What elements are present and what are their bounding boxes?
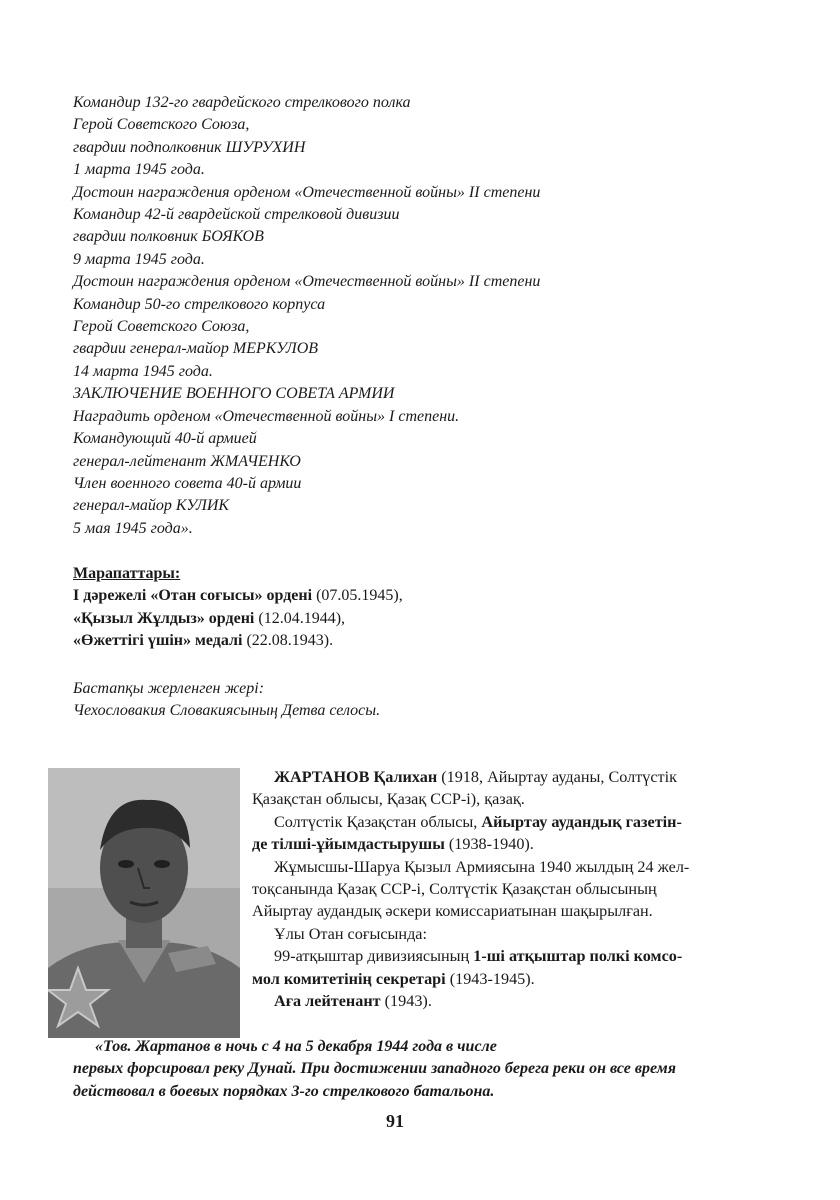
bio-bold-text: де тілші-ұйымдастырушы — [252, 835, 445, 854]
bio-bold-text: Айыртау аудандық газетін- — [481, 812, 682, 831]
bio-line — [252, 811, 774, 833]
award-date: (07.05.1945), — [316, 587, 403, 605]
bio-line — [252, 945, 774, 967]
quote-line: «Тов. Жартанов в ночь с 4 на 5 декабря 1944 года в числе — [95, 1038, 497, 1055]
award-date: (12.04.1944), — [258, 609, 346, 627]
award-item — [73, 585, 773, 607]
award-name: «Өжеттігі үшін» медалі — [73, 632, 243, 650]
quote-line: первых форсировал реку Дунай. При достижении западного берега реки он все время — [73, 1060, 676, 1078]
bio-text: (1943-1945). — [445, 969, 535, 988]
bio-text: (1918, Айыртау ауданы, Солтүстік — [437, 768, 677, 786]
text-line: Командир 42-й гвардейской стрелковой дивизии — [73, 206, 400, 224]
biography-text — [252, 766, 774, 1012]
text-line: гвардии подполковник ШУРУХИН — [73, 138, 306, 156]
bio-line — [252, 766, 774, 788]
bio-line — [252, 990, 774, 1012]
award-date: (22.08.1943). — [246, 632, 334, 650]
bio-bold-text: Аға лейтенант — [274, 992, 381, 1011]
text-line: Командир 50-го стрелкового корпуса — [73, 295, 326, 313]
portrait-illustration — [48, 768, 240, 1038]
text-line: гвардии генерал-майор МЕРКУЛОВ — [73, 340, 319, 358]
bio-line: Ұлы Отан соғысында: — [274, 924, 427, 943]
award-item — [73, 630, 773, 652]
text-line: 5 мая 1945 года». — [73, 519, 193, 537]
burial-label: Бастапқы жерленген жері: — [73, 680, 265, 697]
text-line: Достоин награждения орденом «Отечественной войны» II степени — [73, 273, 541, 291]
bio-line: Қазақстан облысы, Қазақ ССР-і), қазақ. — [252, 790, 525, 809]
text-line: Герой Советского Союза, — [73, 318, 250, 336]
bio-text: Солтүстік Қазақстан облысы, — [274, 812, 482, 831]
awards-title: Марапаттары: — [73, 565, 181, 582]
bio-text: (1943). — [380, 992, 432, 1011]
burial-place: Чехословакия Словакиясының Детва селосы. — [73, 702, 381, 720]
text-line: генерал-лейтенант ЖМАЧЕНКО — [73, 452, 301, 470]
award-item — [73, 608, 773, 630]
quote-line: действовал в боевых порядках 3-го стрелкового батальона. — [73, 1082, 495, 1100]
burial-section — [73, 678, 773, 723]
text-line: ЗАКЛЮЧЕНИЕ ВОЕННОГО СОВЕТА АРМИИ — [73, 385, 395, 403]
bio-line: Жұмысшы-Шаруа Қызыл Армиясына 1940 жылдың 24 жел- — [274, 857, 690, 876]
quote-text — [73, 1036, 773, 1103]
award-name: І дәрежелі «Отан соғысы» ордені — [73, 587, 313, 605]
text-line: Герой Советского Союза, — [73, 116, 250, 134]
order-citation-text — [73, 92, 773, 540]
bio-bold-text: мол комитетінің секретарі — [252, 969, 446, 988]
text-line: Член военного совета 40-й армии — [73, 474, 302, 492]
person-name: ЖАРТАНОВ Қалихан — [274, 768, 438, 786]
portrait-photo — [48, 768, 240, 1038]
text-line: Наградить орденом «Отечественной войны» I степени. — [73, 407, 460, 425]
text-line: гвардии полковник БОЯКОВ — [73, 228, 264, 246]
text-line: Командующий 40-й армией — [73, 430, 257, 448]
text-line: 9 марта 1945 года. — [73, 250, 205, 268]
bio-line — [252, 833, 774, 855]
page-number: 91 — [386, 1111, 404, 1131]
award-name: «Қызыл Жұлдыз» ордені — [73, 609, 255, 627]
bio-bold-text: 1-ші атқыштар полкі комсо- — [473, 947, 683, 966]
text-line: генерал-майор КУЛИК — [73, 497, 230, 515]
bio-line — [252, 968, 774, 990]
awards-section — [73, 563, 773, 653]
text-line: 14 марта 1945 года. — [73, 362, 213, 380]
bio-line: Айыртау аудандық әскери комиссариатынан шақырылған. — [252, 902, 653, 921]
text-line: Командир 132-го гвардейского стрелкового полка — [73, 94, 411, 111]
bio-text: (1938-1940). — [444, 835, 534, 854]
bio-text: 99-атқыштар дивизиясының — [274, 947, 474, 966]
bio-line: тоқсанында Қазақ ССР-і, Солтүстік Қазақстан облысының — [252, 880, 657, 899]
text-line: 1 марта 1945 года. — [73, 161, 205, 179]
text-line: Достоин награждения орденом «Отечественной войны» II степени — [73, 183, 541, 201]
